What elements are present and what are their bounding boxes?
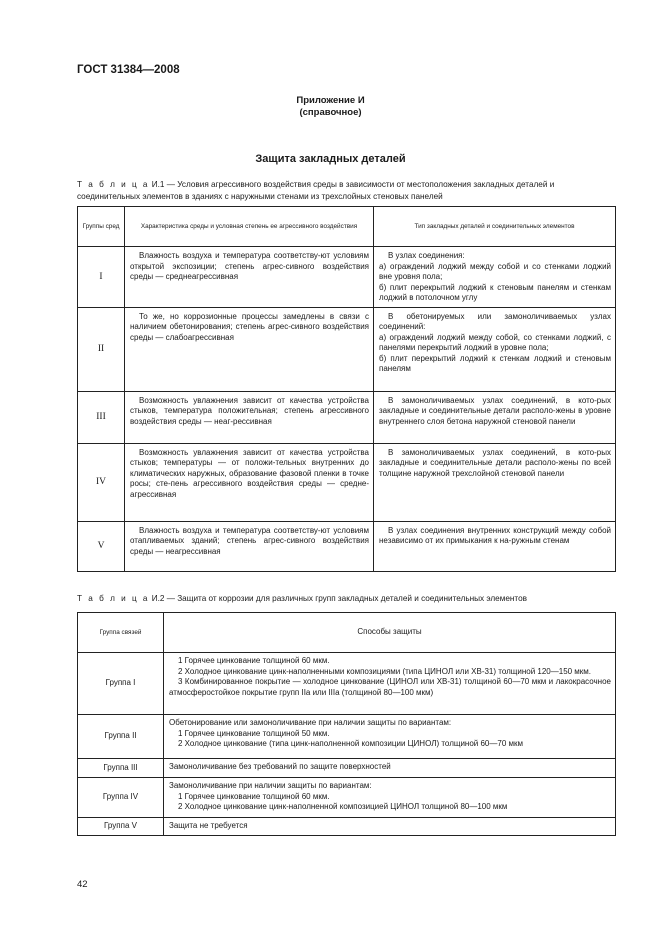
table2-row xyxy=(78,818,616,836)
table1-env-cell: Возможность увлажнения зависит от качества устройства стыков, температура положительная; степень агрессивного воздействия среды — неаг-рессивная xyxy=(125,391,374,443)
table1-type-line: В замоноличиваемых узлах соединений, в кото-рых закладные и соединительные детали располо-жены по всей толщине наружной трехслойной стеновой панели xyxy=(379,447,611,478)
table2-row xyxy=(78,759,616,778)
table2-header-row xyxy=(78,613,616,653)
table2-method-line: 1 Горячее цинкование толщиной 60 мкм. xyxy=(178,656,330,665)
table1-type-line: В узлах соединения: xyxy=(388,251,465,260)
table2-methods-cell xyxy=(164,653,616,715)
table2-methods-cell xyxy=(164,715,616,759)
table2-caption-prefix: Т а б л и ц а xyxy=(77,594,150,603)
table1-env-cell: Влажность воздуха и температура соответству-ют условиям отапливаемых зданий; степень агрес-сивного воздействия среды — неагрессивная xyxy=(125,521,374,571)
table2-method-line: 2 Холодное цинкование (типа цинк-наполненной композиции ЦИНОЛ) толщиной 60—70 мкм xyxy=(178,739,523,748)
table1-group-cell: I xyxy=(78,247,125,308)
table1-type-line: В узлах соединения внутренних конструкций между собой независимо от их примыкания к на-ружным стенам xyxy=(379,525,611,545)
table2-method-line: 1 Горячее цинкование толщиной 50 мкм. xyxy=(178,728,330,738)
table2-caption xyxy=(77,593,617,605)
table1-row xyxy=(78,247,616,308)
table2-method-line: 2 Холодное цинкование цинк-наполненной композицией ЦИНОЛ толщиной 80—100 мкм xyxy=(178,802,508,811)
table2-method-line: 2 Холодное цинкование цинк-наполненными композициями (типа ЦИНОЛ или ХВ-31) толщиной 120—150 мкм. xyxy=(178,666,592,676)
table1-row xyxy=(78,521,616,571)
table2-methods-cell xyxy=(164,778,616,818)
table1-type-line: б) плит перекрытий лоджий к стенкам лоджий и стеновым панелям xyxy=(379,353,611,373)
table2-header-methods: Способы защиты xyxy=(164,613,616,653)
table1-group-cell: V xyxy=(78,521,125,571)
table2-method-line: 3 Комбинированное покрытие — холодное цинкование (ЦИНОЛ или ХВ-31) толщиной 60—70 мкм и лакокрасочное атмосферостойкое покрытие групп IIа или IIIа (толщиной 80—100 мкм) xyxy=(169,677,611,697)
appendix-title: Приложение И xyxy=(296,95,365,106)
table2-group-cell: Группа II xyxy=(78,715,164,759)
table1-caption-prefix: Т а б л и ц а xyxy=(77,180,150,189)
table2 xyxy=(77,612,616,836)
table1-type-cell xyxy=(374,307,616,391)
table1-row xyxy=(78,307,616,391)
table1-group-cell: IV xyxy=(78,443,125,521)
appendix-subtitle: (справочное) xyxy=(299,107,362,118)
table1-type-line: а) ограждений лоджий между собой, со стенками лоджий, с панелями перекрытий лоджий в уровне пола; xyxy=(379,332,611,352)
table1-caption-text: И.1 — Условия агрессивного воздействия среды в зависимости от местоположения закладных деталей и соединительных элементов в зданиях с наружными стенами из трехслойных стеновых панелей xyxy=(77,180,555,201)
table2-group-cell: Группа V xyxy=(78,818,164,836)
table2-group-cell: Группа IV xyxy=(78,778,164,818)
table1 xyxy=(77,206,616,572)
table2-row xyxy=(78,778,616,818)
table2-caption-text: И.2 — Защита от коррозии для различных групп закладных деталей и соединительных элементов xyxy=(149,594,527,603)
table1-type-line: В обетонируемых или замоноличиваемых узлах соединений: xyxy=(379,311,611,331)
table1-row xyxy=(78,391,616,443)
table1-header-group: Группы сред xyxy=(78,207,125,247)
table1-caption xyxy=(77,179,617,202)
table1-env-cell: Влажность воздуха и температура соответству-ют условиям открытой экспозиции; степень агрес-сивного воздействия среды — среднеагрессивная xyxy=(125,247,374,308)
table1-type-cell xyxy=(374,247,616,308)
table1-row xyxy=(78,443,616,521)
appendix-heading xyxy=(0,95,661,119)
table2-method-line: 1 Горячее цинкование толщиной 60 мкм. xyxy=(178,791,330,801)
table1-type-cell xyxy=(374,521,616,571)
table2-group-cell: Группа III xyxy=(78,759,164,778)
table1-type-line: б) плит перекрытий лоджий к стеновым панелям и стенкам лоджий в потолочном углу xyxy=(379,282,611,302)
table2-group-cell: Группа I xyxy=(78,653,164,715)
table1-header-env: Характеристика среды и условная степень ее агрессивного воздействия xyxy=(125,207,374,247)
table1-type-cell xyxy=(374,443,616,521)
section-title: Защита закладных деталей xyxy=(255,153,406,165)
page-number: 42 xyxy=(77,879,88,890)
table2-method-line: Обетонирование или замоноличивание при наличии защиты по вариантам: xyxy=(169,718,452,727)
table2-row xyxy=(78,653,616,715)
table1-type-line: В замоноличиваемых узлах соединений, в кото-рых закладные и соединительные детали располо-жены в уровне внутреннего слоя бетона наружной стеновой панели xyxy=(379,395,611,426)
table2-methods-cell xyxy=(164,818,616,836)
table1-header-row xyxy=(78,207,616,247)
document-header: ГОСТ 31384—2008 xyxy=(77,64,180,76)
table2-header-group: Группа связей xyxy=(78,613,164,653)
table1-type-line: а) ограждений лоджий между собой и со стенками лоджий вне уровня пола; xyxy=(379,261,611,281)
table1-env-cell: Возможность увлажнения зависит от качества устройства стыков; температуры — от положи-тельных внутренних до климатических наружных, образование фазовой пленки в точке росы; сте-пень агрессивного воздействия среды — средне-агрессивная xyxy=(125,443,374,521)
table1-group-cell: III xyxy=(78,391,125,443)
table2-method-line: Замоноличивание без требований по защите поверхностей xyxy=(169,762,391,771)
table1-env-cell: То же, но коррозионные процессы замедлены в связи с наличием обетонирования; степень агрес-сивного воздействия среды — слабоагрессивная xyxy=(125,307,374,391)
table2-method-line: Замоноличивание при наличии защиты по вариантам: xyxy=(169,781,372,790)
table2-methods-cell xyxy=(164,759,616,778)
table2-row xyxy=(78,715,616,759)
table1-header-type: Тип закладных деталей и соединительных элементов xyxy=(374,207,616,247)
table2-method-line: Защита не требуется xyxy=(169,821,248,830)
table1-group-cell: II xyxy=(78,307,125,391)
table1-type-cell xyxy=(374,391,616,443)
